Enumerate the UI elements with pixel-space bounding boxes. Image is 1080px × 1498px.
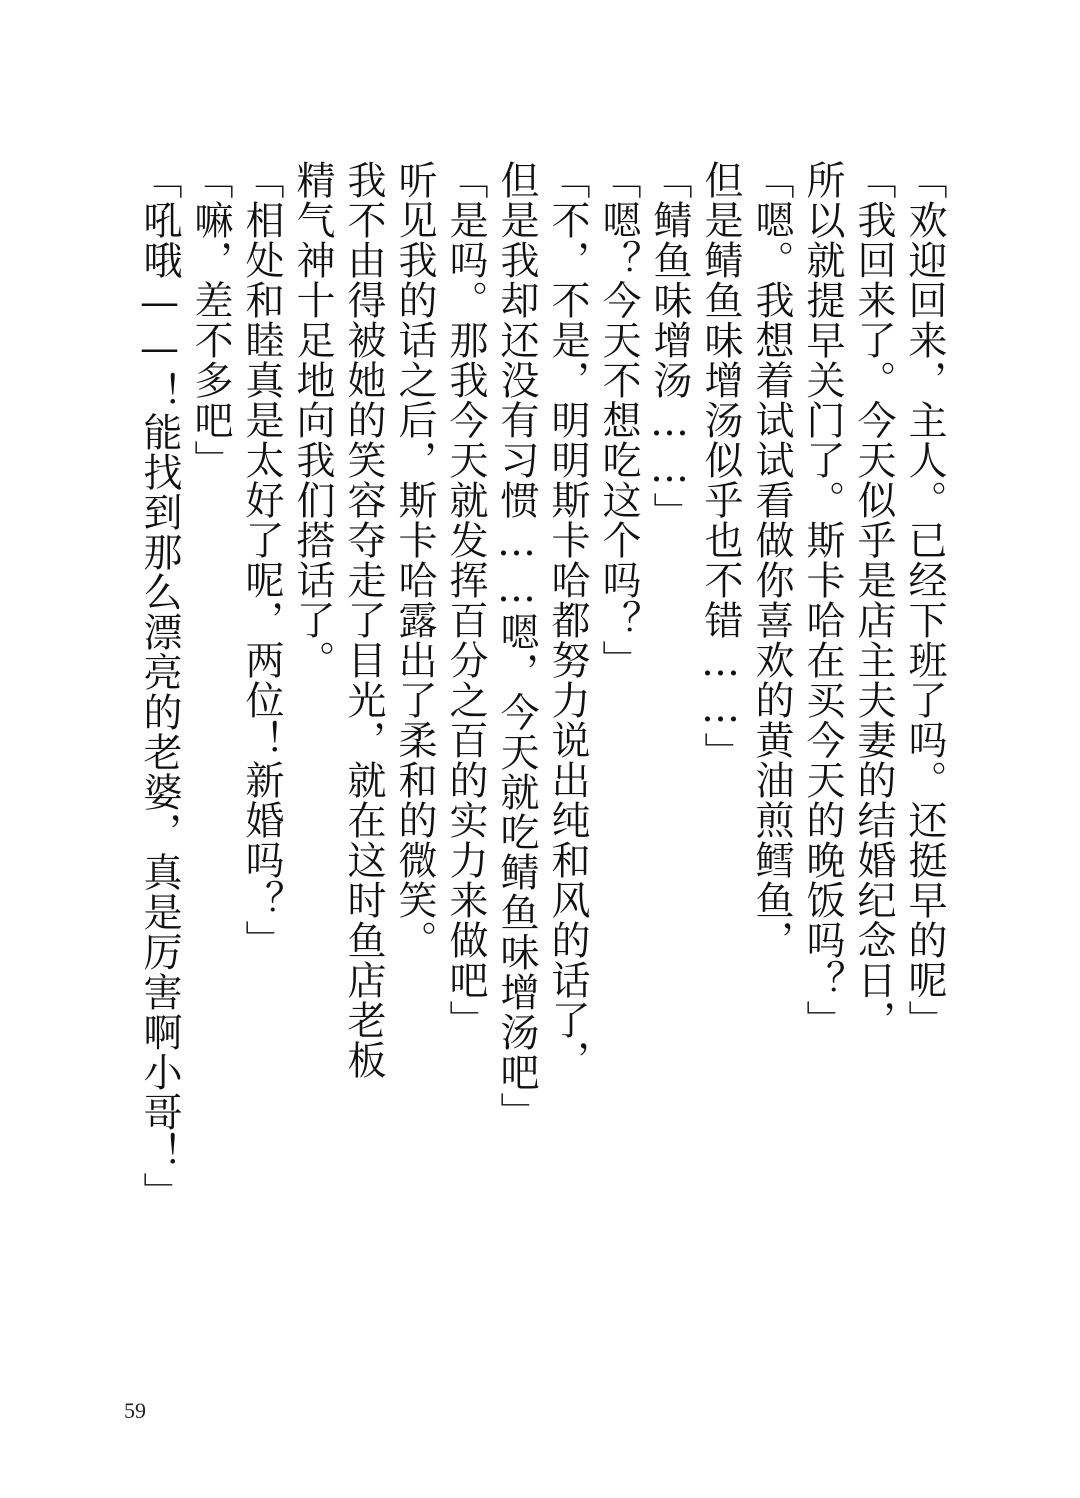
text-line: 「嗯。我想着试试看做你喜欢的黄油煎鳕鱼，: [749, 160, 794, 960]
page-number: 59: [124, 1398, 146, 1423]
text-line: 我不由得被她的笑容夺走了目光，就在这时鱼店老板: [341, 160, 386, 1080]
text-line: 「相处和睦真是太好了呢，两位！新婚吗？」: [239, 160, 284, 960]
vertical-text-block: [134, 160, 950, 1212]
text-line: 听见我的话之后，斯卡哈露出了柔和的微笑。: [392, 160, 437, 960]
text-line: 所以就提早关门了。斯卡哈在买今天的晚饭吗？」: [800, 160, 845, 1040]
text-line: 「是吗。那我今天就发挥百分之百的实力来做吧」: [443, 160, 488, 1040]
text-line: 「鲭鱼味增汤……」: [647, 160, 692, 532]
text-line: 但是鲭鱼味增汤似乎也不错……」: [698, 160, 743, 772]
text-line: 「嗯？今天不想吃这个吗？」: [596, 160, 641, 680]
text-line: 「我回来了。今天似乎是店主夫妻的结婚纪念日，: [851, 160, 896, 1040]
text-line: 精气神十足地向我们搭话了。: [290, 160, 335, 680]
text-line: 「欢迎回来，主人。已经下班了吗。还挺早的呢」: [902, 160, 947, 1040]
text-line: 「不，不是，明明斯卡哈都努力说出纯和风的话了，: [545, 160, 590, 1080]
text-line: 「嘛，差不多吧」: [188, 160, 233, 480]
text-line: 「吼哦——！能找到那么漂亮的老婆，真是厉害啊小哥！」: [137, 160, 182, 1212]
text-line: 但是我却还没有习惯……嗯，今天就吃鲭鱼味增汤吧」: [494, 160, 539, 1132]
